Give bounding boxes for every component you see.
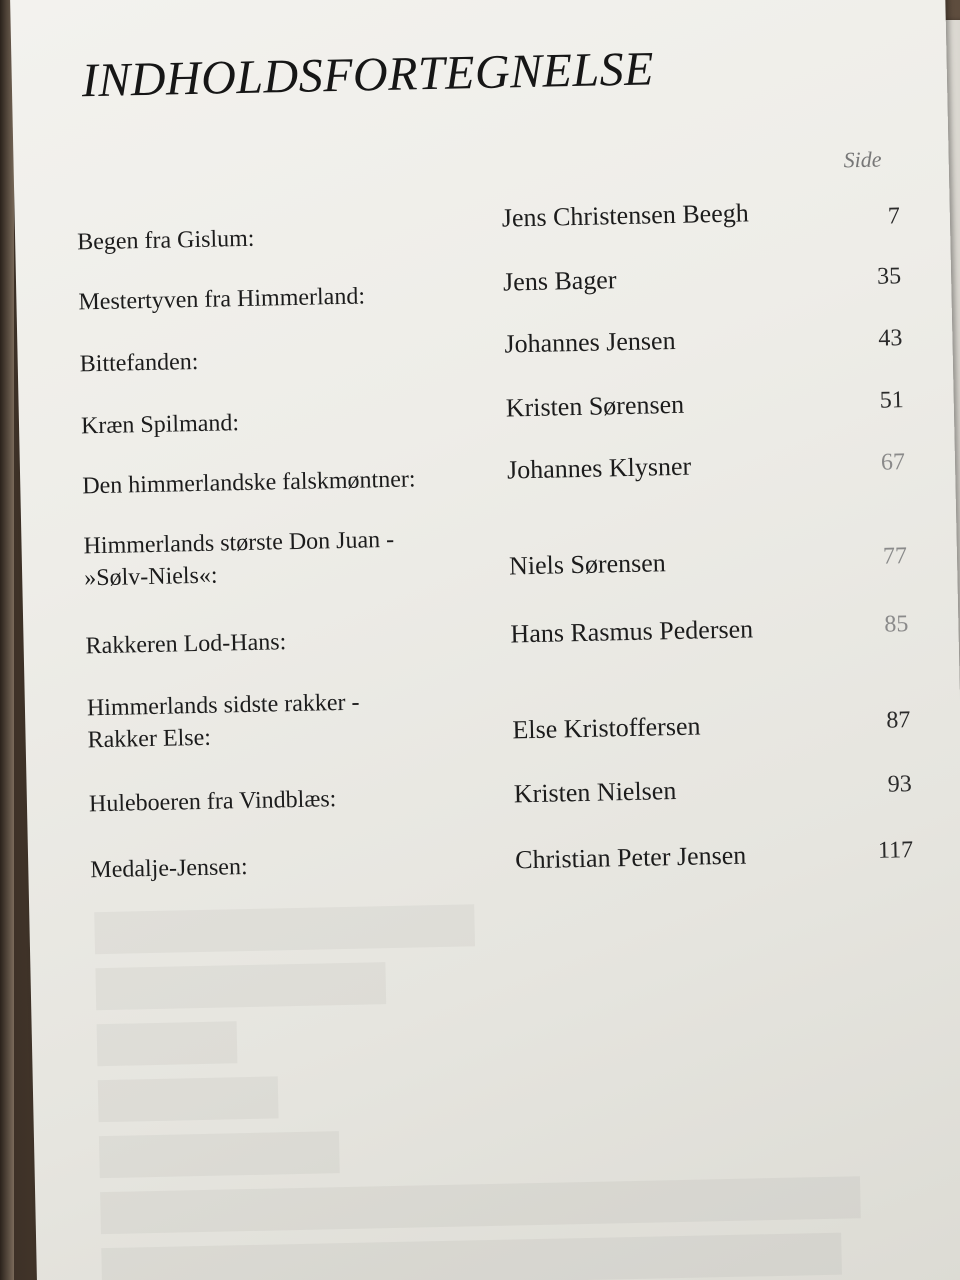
story-title: Himmerlands sidste rakker - Rakker Else: [86, 689, 360, 754]
toc-entry [23, 610, 958, 660]
page-number: 67 [880, 449, 906, 476]
person-name: Niels Sørensen [508, 548, 667, 581]
page-number: 87 [886, 707, 911, 734]
story-title: Den himmerlandske falskmøntner: [82, 466, 416, 500]
story-title: Medalje-Jensen: [90, 854, 248, 884]
toc-entry [27, 770, 960, 818]
toc-entry [20, 446, 955, 500]
book-page [10, 0, 960, 1280]
toc-entry [25, 674, 960, 754]
page-number: 51 [879, 387, 904, 414]
person-name: Kristen Sørensen [505, 389, 685, 423]
toc-entry [28, 836, 960, 884]
page-number: 85 [884, 611, 909, 638]
person-name: Jens Bager [502, 265, 617, 297]
person-name: Jens Christensen Beegh [501, 198, 749, 233]
person-name: Johannes Jensen [504, 325, 676, 359]
page-number: 117 [877, 837, 914, 864]
story-title: Kræn Spilmand: [80, 410, 240, 440]
page-number: 35 [876, 263, 902, 290]
person-name: Kristen Nielsen [513, 776, 677, 809]
page-number: 43 [878, 325, 903, 352]
story-title: Rakkeren Lod-Hans: [85, 629, 287, 660]
toc-entry [21, 512, 956, 592]
toc-entry [17, 320, 952, 378]
toc-entry [15, 194, 950, 256]
story-title: Bittefanden: [79, 348, 199, 378]
story-title: Mestertyven fra Himmerland: [78, 283, 366, 316]
table-of-contents [10, 0, 960, 1280]
story-title: Huleboeren fra Vindblæs: [88, 786, 337, 818]
person-name: Hans Rasmus Pedersen [510, 614, 754, 649]
page-number: 77 [882, 543, 908, 570]
person-name: Else Kristoffersen [512, 711, 701, 745]
story-title: Himmerlands største Don Juan - »Sølv-Niels«: [83, 526, 395, 592]
page-number: 7 [887, 203, 901, 230]
toc-entry [19, 384, 954, 440]
person-name: Johannes Klysner [506, 451, 692, 485]
story-title: Begen fra Gislum: [76, 225, 255, 256]
person-name: Christian Peter Jensen [514, 840, 747, 875]
toc-entry [16, 258, 951, 316]
page-number: 93 [887, 771, 912, 798]
page-title: INDHOLDSFORTEGNELSE [81, 42, 655, 108]
book-spine-edge [0, 0, 14, 1280]
page-column-header: Side [843, 146, 882, 173]
